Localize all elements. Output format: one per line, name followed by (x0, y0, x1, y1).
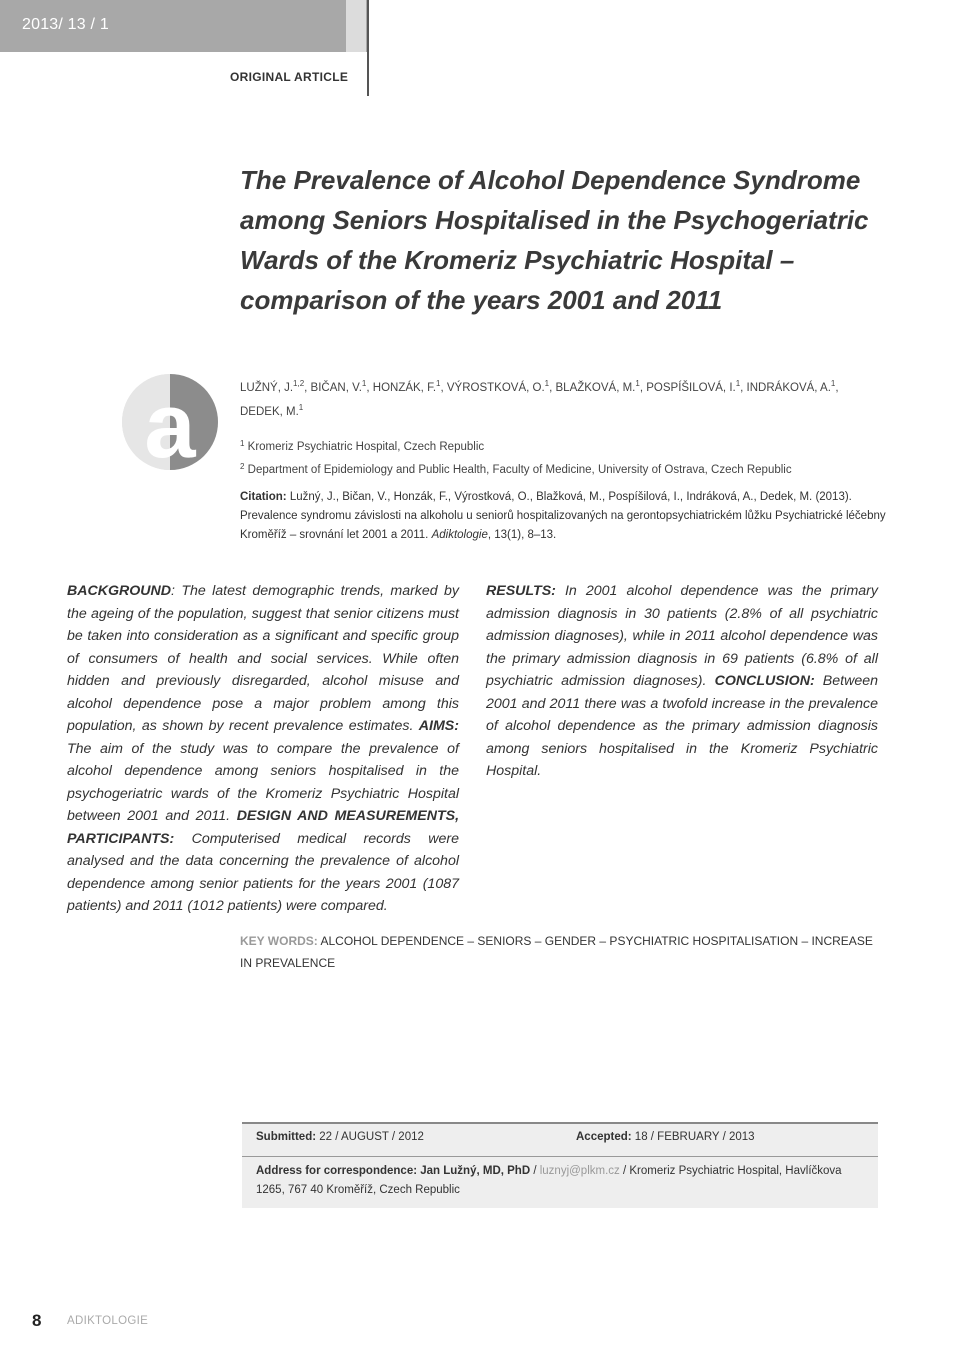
affiliation (240, 457, 920, 480)
abstract-column-right (486, 580, 878, 783)
submitted-date (256, 1131, 424, 1143)
address-label: Address for correspondence: (256, 1165, 418, 1177)
author: DEDEK, M. (240, 405, 299, 418)
author-list (240, 374, 900, 422)
author-affiliation-sup: 1 (361, 379, 367, 388)
keywords-text: ALCOHOL DEPENDENCE – SENIORS – GENDER – PSYCHIATRIC HOSPITALISATION – INCREASE IN PREVALENCE (240, 934, 873, 970)
citation-reference: , 13(1), 8–13. (487, 529, 557, 541)
author-affiliation-sup: 1 (830, 379, 836, 388)
citation (240, 488, 900, 545)
journal-name: ADIKTOLOGIE (67, 1315, 149, 1327)
title-line: Wards of the Kromeriz Psychiatric Hospital – (240, 245, 795, 275)
author-affiliation-sup: 1 (735, 379, 741, 388)
author-affiliation-sup: 1 (635, 379, 640, 388)
correspondent-name: Jan Lužný, MD, PhD (417, 1165, 531, 1177)
abstract-column-left (67, 580, 459, 918)
affiliation-number: 2 (240, 462, 245, 471)
author: , VÝROSTKOVÁ, O. (440, 381, 545, 394)
author: , INDRÁKOVÁ, A. (740, 381, 831, 394)
author: , BIČAN, V. (304, 381, 362, 394)
title-line: among Seniors Hospitalised in the Psychogeriatric (240, 205, 869, 235)
accepted-label: Accepted: (576, 1131, 632, 1143)
header-divider (367, 0, 369, 96)
correspondence-email[interactable]: luznyj@plkm.cz (539, 1165, 620, 1177)
separator: / (530, 1165, 540, 1177)
author: , BLAŽKOVÁ, M. (549, 381, 636, 394)
citation-label: Citation: (240, 491, 287, 503)
journal-logo (120, 372, 220, 472)
correspondence-address (256, 1162, 856, 1200)
article-title (240, 160, 920, 320)
aims-text: The aim of the study was to compare the prevalence of alcohol dependence among seniors hospitalised in the psychogeriatric wards of the Kromeriz Psychiatric Hospital between 2001 and 2011. (67, 740, 459, 824)
page-number: 8 (32, 1311, 42, 1330)
affiliation-text: Department of Epidemiology and Public Health, Faculty of Medicine, University of Ostrava, Czech Republic (247, 464, 792, 476)
background-text: : The latest demographic trends, marked by the ageing of the population, suggest that senior citizens must be taken into consideration as a significant and specific group of consumers of health and social services. While often hidden and previously disregarded, alcohol misuse and alcohol dependence pose a major problem among this population, as shown by recent prevalence estimates. (67, 583, 459, 734)
author-affiliation-sup: 1,2 (293, 379, 305, 388)
affiliations (240, 434, 920, 480)
accepted-value: 18 / FEBRUARY / 2013 (631, 1131, 755, 1143)
keywords-label: KEY WORDS: (240, 934, 318, 948)
author-affiliation-sup: 1 (436, 379, 441, 388)
header-bar-accent (346, 0, 366, 52)
results-label: RESULTS: (486, 583, 556, 599)
submitted-label: Submitted: (256, 1131, 317, 1143)
author-affiliation-sup: 1 (298, 402, 304, 412)
article-type: ORIGINAL ARTICLE (230, 70, 349, 84)
title-line: comparison of the years 2001 and 2011 (240, 285, 723, 315)
affiliation-text: Kromeriz Psychiatric Hospital, Czech Republic (247, 441, 485, 453)
author: , HONZÁK, F. (366, 381, 437, 394)
citation-journal: Adiktologie (431, 529, 488, 541)
conclusion-text: Between 2001 and 2011 there was a twofold increase in the prevalence of alcohol dependence as the primary admission diagnosis among seniors hospitalised in the Kromeriz Psychiatric Hospital. (486, 673, 879, 779)
author-separator: , (835, 381, 839, 394)
affiliation (240, 434, 920, 457)
author: , POSPÍŠILOVÁ, I. (639, 381, 736, 394)
accepted-date (576, 1131, 755, 1143)
issue-number: 2013/ 13 / 1 (22, 16, 109, 33)
address-text: / Kromeriz Psychiatric Hospital, Havlíčkova 1265, 767 40 Kroměříž, Czech Republic (256, 1165, 842, 1196)
citation-title: Prevalence syndromu závislosti na alkoholu u seniorů hospitalizovaných na gerontopsychiatrickém lůžku Psychiatrické léčebny Kroměříž – srovnání let 2001 a 2011. (240, 510, 886, 541)
author: LUŽNÝ, J. (240, 381, 294, 394)
conclusion-label: CONCLUSION: (714, 673, 815, 689)
design-label: DESIGN AND MEASUREMENTS, PARTICIPANTS: (67, 808, 460, 847)
submission-divider (242, 1156, 878, 1157)
background-label: BACKGROUND (67, 583, 172, 599)
citation-authors: Lužný, J., Bičan, V., Honzák, F., Výrostková, O., Blažková, M., Pospíšilová, I., Indráková, A., Dedek, M. (2013). (286, 491, 852, 503)
keywords (240, 930, 880, 974)
design-text: Computerised medical records were analysed and the data concerning the prevalence of alcohol dependence among senior patients for the years 2001 (1087 patients) and 2011 (1012 patients) were compared. (67, 830, 459, 914)
affiliation-number: 1 (240, 439, 245, 448)
author-affiliation-sup: 1 (544, 379, 550, 388)
aims-label: AIMS: (418, 718, 459, 734)
title-line: The Prevalence of Alcohol Dependence Syndrome (240, 165, 861, 195)
logo-letter: a (144, 375, 196, 472)
results-text: In 2001 alcohol dependence was the primary admission diagnosis in 30 patients (2.8% of all psychiatric admission diagnoses), while in 2011 alcohol dependence was the primary admission diagnosis in 69 patients (6.8% of all psychiatric admission diagnoses). (486, 583, 878, 689)
submitted-value: 22 / AUGUST / 2012 (316, 1131, 424, 1143)
